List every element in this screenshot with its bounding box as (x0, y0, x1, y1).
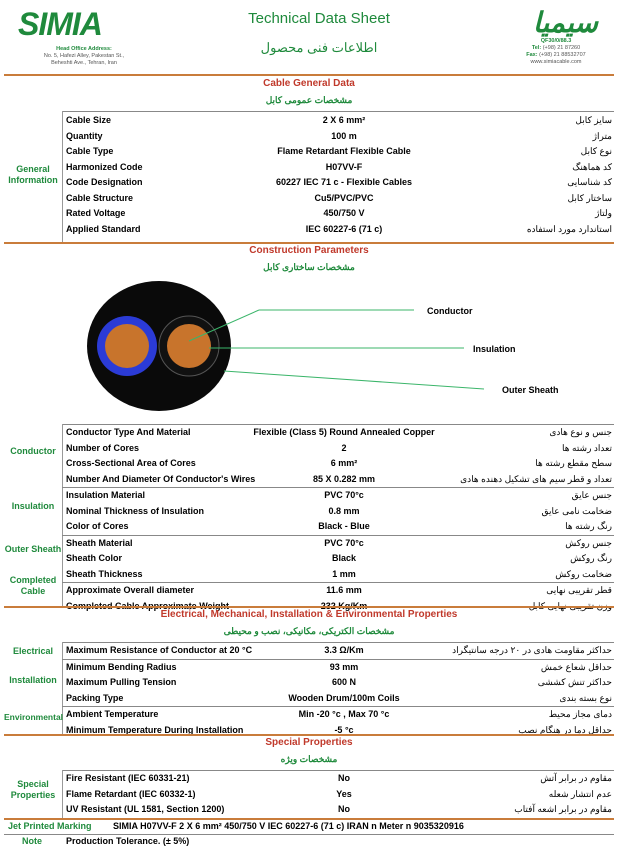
simia-logo-fa: سیمیا (532, 7, 598, 38)
row-label-fa: متراژ (592, 130, 612, 141)
row-label: Cable Size (66, 115, 112, 125)
row-label: Sheath Thickness (66, 568, 143, 579)
marking-label: Jet Printed Marking (8, 821, 92, 831)
row-label: Approximate Overall diameter (66, 585, 195, 595)
row-label: Applied Standard (66, 223, 141, 234)
row-label-fa: سطح مقطع رشته ها (535, 458, 612, 468)
row-value: 0.8 mm (328, 505, 360, 516)
row-label: Maximum Pulling Tension (66, 677, 177, 687)
row-value: Black - Blue (318, 521, 370, 531)
row-label-fa: نوع کابل (580, 146, 612, 156)
row-value: Flexible (Class 5) Round Annealed Copper (253, 427, 435, 437)
row-label-fa: ضخامت روکش (555, 568, 612, 579)
page-subtitle: اطلاعات فنی محصول (260, 40, 378, 55)
conductor-copper-1 (105, 324, 149, 368)
table-row (66, 583, 614, 598)
row-label: Nominal Thickness of Insulation (66, 505, 205, 516)
group-insulation: Insulation (11, 501, 55, 511)
table-row (66, 144, 614, 159)
group-special: Special Properties (10, 779, 56, 800)
fax-label: Fax: (526, 52, 538, 58)
row-label: Minimum Bending Radius (66, 661, 177, 672)
row-label: Quantity (66, 130, 103, 141)
table-row (66, 675, 614, 690)
row-label-fa: جنس و نوع هادی (549, 427, 612, 437)
label-conductor: Conductor (427, 306, 473, 316)
group-conductor: Conductor (10, 446, 56, 456)
row-label: Color of Cores (66, 521, 129, 531)
row-label: Completed Cable Approximate Weight (66, 600, 230, 611)
row-value: No (338, 804, 350, 814)
row-value: Cu5/PVC/PVC (314, 192, 374, 203)
table-row (66, 441, 614, 456)
row-value: 2 X 6 mm² (322, 115, 366, 125)
table-row (66, 660, 614, 675)
row-value: 11.6 mm (326, 585, 362, 595)
divider (62, 424, 63, 606)
row-value: 85 X 0.282 mm (312, 473, 376, 484)
construction-title: Construction Parameters (249, 245, 369, 256)
group-completed: Completed Cable (9, 575, 57, 596)
table-row (66, 551, 614, 566)
note-text: Production Tolerance. (± 5%) (66, 836, 190, 846)
general-title-fa: مشخصات عمومی کابل (265, 95, 353, 105)
table-row (66, 175, 614, 190)
row-value: -5 °c (334, 724, 354, 735)
row-label-fa: مقاوم در برابر آتش (540, 773, 612, 783)
row-label: Cable Type (66, 146, 114, 156)
group-environmental: Environmental (4, 712, 64, 722)
row-label-fa: جنس عایق (571, 490, 612, 500)
marking-text: SIMIA H07VV-F 2 X 6 mm² 450/750 V IEC 60227-6 (71 c) IRAN n Meter n 9035320916 (113, 821, 464, 831)
row-label: Number of Cores (66, 442, 140, 453)
row-label: Maximum Resistance of Conductor at 20 °C (66, 645, 253, 655)
row-label-fa: وزن تقریبی نهایی کابل (528, 600, 612, 611)
row-value: 450/750 V (323, 208, 365, 218)
address-line2: Beheshti Ave., Tehran, Iran (51, 60, 117, 66)
row-label: Fire Resistant (IEC 60331-21) (66, 773, 190, 783)
page-title: Technical Data Sheet (248, 10, 390, 27)
tel-label: Tel: (531, 45, 542, 51)
row-value: 3.3 Ω/Km (324, 645, 364, 655)
divider (62, 770, 63, 818)
row-value: 2 (341, 442, 347, 453)
doc-code: QF30/0/88.3 (540, 38, 572, 44)
row-value: PVC 70°c (324, 537, 364, 548)
website: www.simiacable.com (530, 59, 582, 65)
row-value: IEC 60227-6 (71 c) (305, 223, 383, 234)
row-label-fa: استاندارد مورد استفاده (526, 223, 612, 234)
group-general: General Information (8, 164, 58, 185)
special-title: Special Properties (265, 737, 353, 748)
table-row (66, 488, 614, 503)
group-outer-sheath: Outer Sheath (4, 544, 62, 554)
table-row (66, 771, 614, 786)
divider (62, 111, 614, 112)
table-row (66, 519, 614, 534)
table-row (66, 425, 614, 440)
row-label-fa: رنگ رشته ها (565, 521, 612, 531)
row-value: 1 mm (332, 568, 356, 579)
row-label-fa: حداقل شعاع خمش (540, 661, 612, 672)
divider (4, 818, 614, 820)
address-line1: No. 5, Hafezi Alley, Pakestan St., (43, 53, 125, 59)
table-row (66, 222, 614, 237)
general-title: Cable General Data (263, 78, 355, 89)
row-label: Rated Voltage (66, 208, 126, 218)
row-label-fa: دمای مجاز محیط (548, 709, 612, 719)
group-electrical: Electrical (12, 646, 54, 656)
row-label: Minimum Temperature During Installation (66, 724, 244, 735)
row-label-fa: تعداد و قطر سیم های تشکیل دهنده هادی (460, 473, 612, 484)
table-row (66, 504, 614, 519)
row-label-fa: حداقل دما در هنگام نصب (518, 724, 612, 735)
table-row (66, 707, 614, 722)
note-label: Note (22, 836, 42, 846)
table-row (66, 129, 614, 144)
row-label-fa: تعداد رشته ها (562, 442, 612, 453)
row-label: Number And Diameter Of Conductor's Wires (66, 473, 256, 484)
row-value: No (338, 773, 350, 783)
row-label-fa: مقاوم در برابر اشعه آفتاب (514, 804, 612, 814)
row-value: 600 N (331, 677, 357, 687)
row-value: H07VV-F (325, 161, 363, 172)
row-label: UV Resistant (UL 1581, Section 1200) (66, 804, 225, 814)
divider (4, 606, 614, 608)
table-row (66, 160, 614, 175)
row-label-fa: کد شناسایی (567, 177, 612, 187)
row-value: PVC 70°c (324, 490, 364, 500)
simia-logo: SIMIA (18, 6, 102, 42)
header (4, 4, 614, 76)
special-title-fa: مشخصات ویژه (280, 754, 338, 764)
row-value: Yes (336, 788, 352, 799)
row-label-fa: ولتاژ (595, 208, 612, 218)
cable-cross-section (84, 276, 564, 416)
row-label: Sheath Material (66, 537, 133, 548)
row-value: 93 mm (329, 661, 359, 672)
row-value: Min -20 °c , Max 70 °c (298, 709, 390, 719)
row-label-fa: ساختار کابل (567, 192, 612, 203)
table-row (66, 802, 614, 817)
row-label: Flame Retardant (IEC 60332-1) (66, 788, 196, 799)
divider (4, 834, 614, 835)
row-value: Black (331, 553, 357, 563)
fax: (+98) 21 88532707 (539, 52, 586, 58)
table-row (66, 643, 614, 658)
row-label-fa: حداکثر مقاومت هادی در ۲۰ درجه سانتیگراد (452, 645, 612, 655)
row-label: Cross-Sectional Area of Cores (66, 458, 196, 468)
table-row (66, 787, 614, 802)
row-label: Code Designation (66, 177, 143, 187)
data-sheet (4, 4, 614, 846)
row-label-fa: نوع بسته بندی (559, 692, 612, 703)
table-row (66, 567, 614, 582)
electrical-title: Electrical, Mechanical, Installation & Environmental Properties (160, 609, 458, 620)
row-label-fa: رنگ روکش (570, 553, 612, 563)
row-value: 6 mm² (330, 458, 358, 468)
electrical-title-fa: مشخصات الکتریکی، مکانیکی، نصب و محیطی (223, 626, 395, 636)
divider (4, 242, 614, 244)
address-title: Head Office Address: (56, 46, 112, 52)
table-row (66, 691, 614, 706)
row-label-fa: کد هماهنگ (572, 161, 612, 172)
row-label-fa: جنس روکش (565, 537, 612, 548)
table-row (66, 206, 614, 221)
row-label-fa: قطر تقریبی نهایی (546, 585, 612, 595)
row-value: 100 m (331, 130, 357, 141)
table-row (66, 472, 614, 487)
row-label: Ambient Temperature (66, 709, 159, 719)
row-label: Sheath Color (66, 553, 123, 563)
row-value: 232 Kg/Km (320, 600, 368, 611)
row-label: Cable Structure (66, 192, 134, 203)
row-value: 60227 IEC 71 c - Flexible Cables (275, 177, 413, 187)
label-outer-sheath: Outer Sheath (502, 385, 559, 395)
row-label: Harmonized Code (66, 161, 143, 172)
conductor-copper-2 (167, 324, 211, 368)
row-label-fa: عدم انتشار شعله (548, 788, 612, 799)
table-row (66, 191, 614, 206)
divider (4, 734, 614, 736)
leader-line (224, 371, 484, 389)
row-value: Flame Retardant Flexible Cable (277, 146, 411, 156)
row-label: Conductor Type And Material (66, 427, 191, 437)
row-label-fa: ضخامت نامی عایق (541, 505, 612, 516)
construction-title-fa: مشخصات ساختاری کابل (263, 262, 355, 272)
table-row (66, 456, 614, 471)
row-value: Wooden Drum/100m Coils (288, 692, 400, 703)
table-row (66, 113, 614, 128)
label-insulation: Insulation (473, 344, 516, 354)
row-label-fa: سایز کابل (575, 115, 612, 125)
group-installation: Installation (9, 675, 57, 685)
table-row (66, 536, 614, 551)
row-label: Packing Type (66, 692, 124, 703)
row-label: Insulation Material (66, 490, 146, 500)
address-block (14, 46, 154, 67)
tel: (+98) 21 87260 (542, 45, 581, 51)
row-label-fa: حداکثر تنش کششی (537, 677, 612, 687)
divider (62, 111, 63, 242)
contact-block (506, 38, 606, 66)
